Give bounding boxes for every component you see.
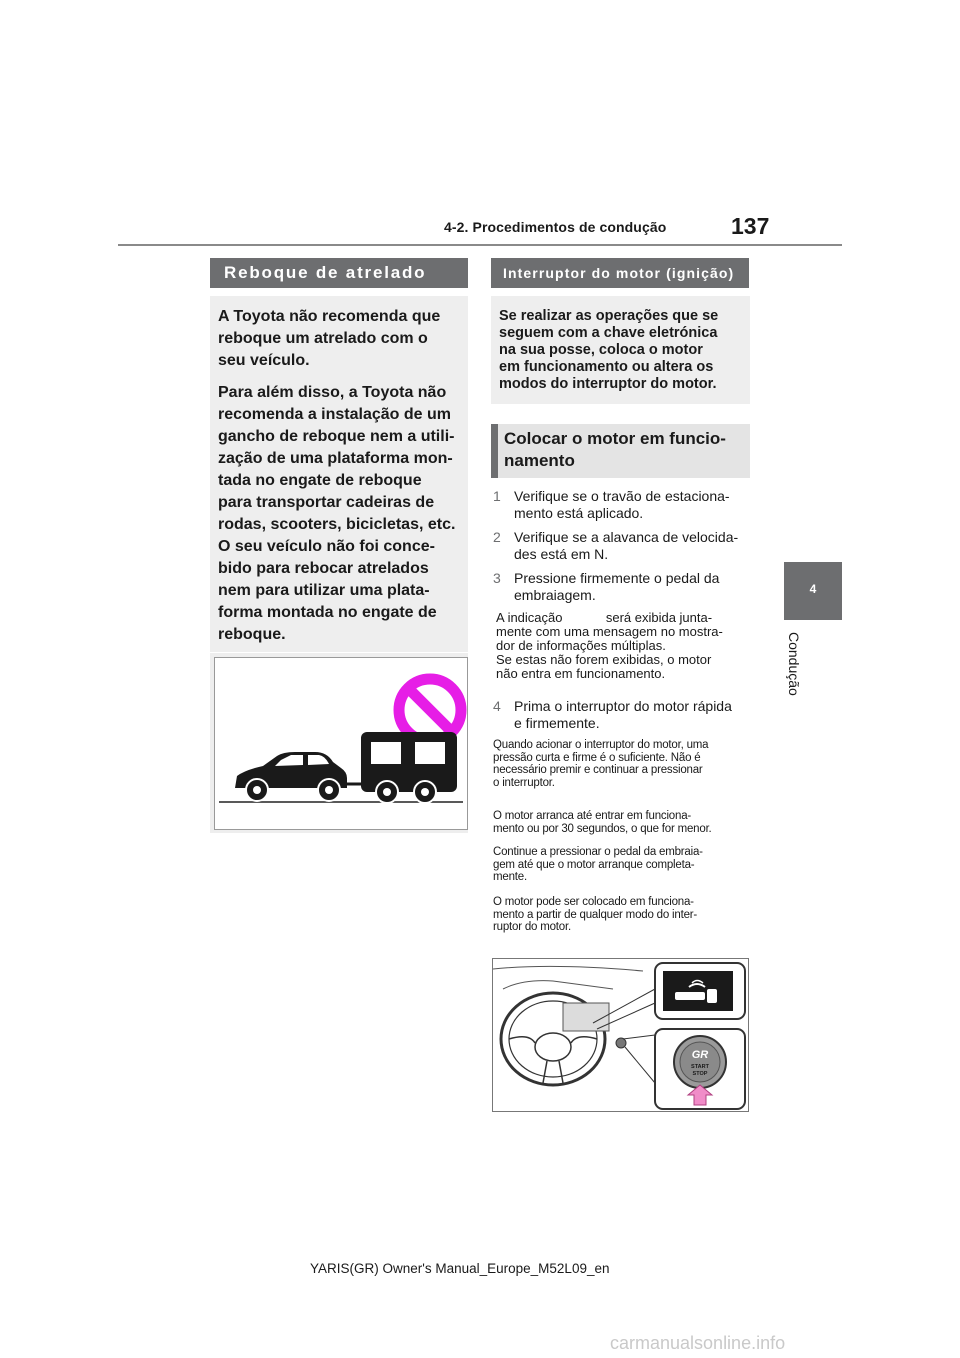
gr-logo: GR — [691, 1049, 709, 1061]
key-indicator-callout — [655, 963, 745, 1019]
start-label: START — [691, 1064, 709, 1070]
prohibition-icon — [399, 679, 461, 741]
note-engine-cranks: O motor arranca até entrar em funciona- mento ou por 30 segundos, o que for menor. — [493, 810, 712, 835]
start-stop-button-callout — [655, 1029, 745, 1109]
note-clutch-pedal: Continue a pressionar o pedal da embraia- gem até que o motor arranque completa- mente. — [493, 846, 703, 883]
towing-prohibited-illustration — [214, 657, 468, 830]
note-any-mode: O motor pode ser colocado em funciona- mento a partir de qualquer modo do inter- ruptor do motor. — [493, 896, 698, 933]
warning-paragraph-1: A Toyota não recomenda que reboque um atrelado com o seu veículo. — [218, 308, 441, 369]
watermark: carmanualsonline.info — [610, 1333, 786, 1353]
trailer-towing-heading: Reboque de atrelado — [210, 258, 468, 288]
step-1: 1 Verifique se o travão de estaciona- mento está aplicado. — [493, 488, 730, 521]
engine-switch-illustration — [492, 958, 749, 1112]
step-3-note: A indicação será exibida junta- mente com uma mensagem no mostra- dor de informações múltiplas. Se estas não forem exibidas, o motor não entra em funcionamento. — [496, 610, 723, 681]
warning-text — [218, 306, 464, 656]
chapter-number: 4 — [809, 582, 817, 596]
start-engine-subheading: Colocar o motor em funcio- namento — [504, 429, 726, 470]
chapter-label: Condução — [786, 632, 802, 696]
stop-label: STOP — [692, 1071, 708, 1077]
footer-manual-id: YARIS(GR) Owner's Manual_Europe_M52L09_en — [310, 1261, 610, 1276]
caravan-trailer-icon — [361, 732, 457, 803]
step-4: 4 Prima o interruptor do motor rápida e firmemente. — [493, 698, 732, 731]
dashboard-image — [493, 959, 748, 1111]
warning-paragraph-2: Para além disso, a Toyota não recomenda a instalação de um gancho de reboque nem a utili- zação de uma plataforma mon- tada no engate de reboque para transportar cadeiras de rodas, scooters, bicicletas, etc. O seu veículo não foi conce- bido para rebocar atrelados nem para utilizar uma plata- forma montada no engate de reboque. — [218, 384, 456, 643]
note-press-switch: Quando acionar o interruptor do motor, uma pressão curta e firme é o suficiente. Não é necessário premir e continuar a pressionar o interruptor. — [493, 739, 709, 789]
header-rule — [118, 244, 842, 246]
intro-text: Se realizar as operações que se seguem com a chave eletrónica na sua posse, coloca o motor em funcionamento ou altera os modos do interruptor do motor. — [499, 308, 719, 392]
step-3: 3 Pressione firmemente o pedal da embraiagem. — [493, 570, 720, 603]
step-2: 2 Verifique se a alavanca de velocida- des está em N. — [493, 529, 739, 562]
car-towing-trailer-image — [215, 658, 467, 829]
page-number: 137 — [731, 213, 770, 239]
engine-switch-heading: Interruptor do motor (ignição) — [491, 258, 749, 288]
section-title: 4-2. Procedimentos de condução — [444, 219, 667, 235]
car-icon — [235, 752, 347, 801]
